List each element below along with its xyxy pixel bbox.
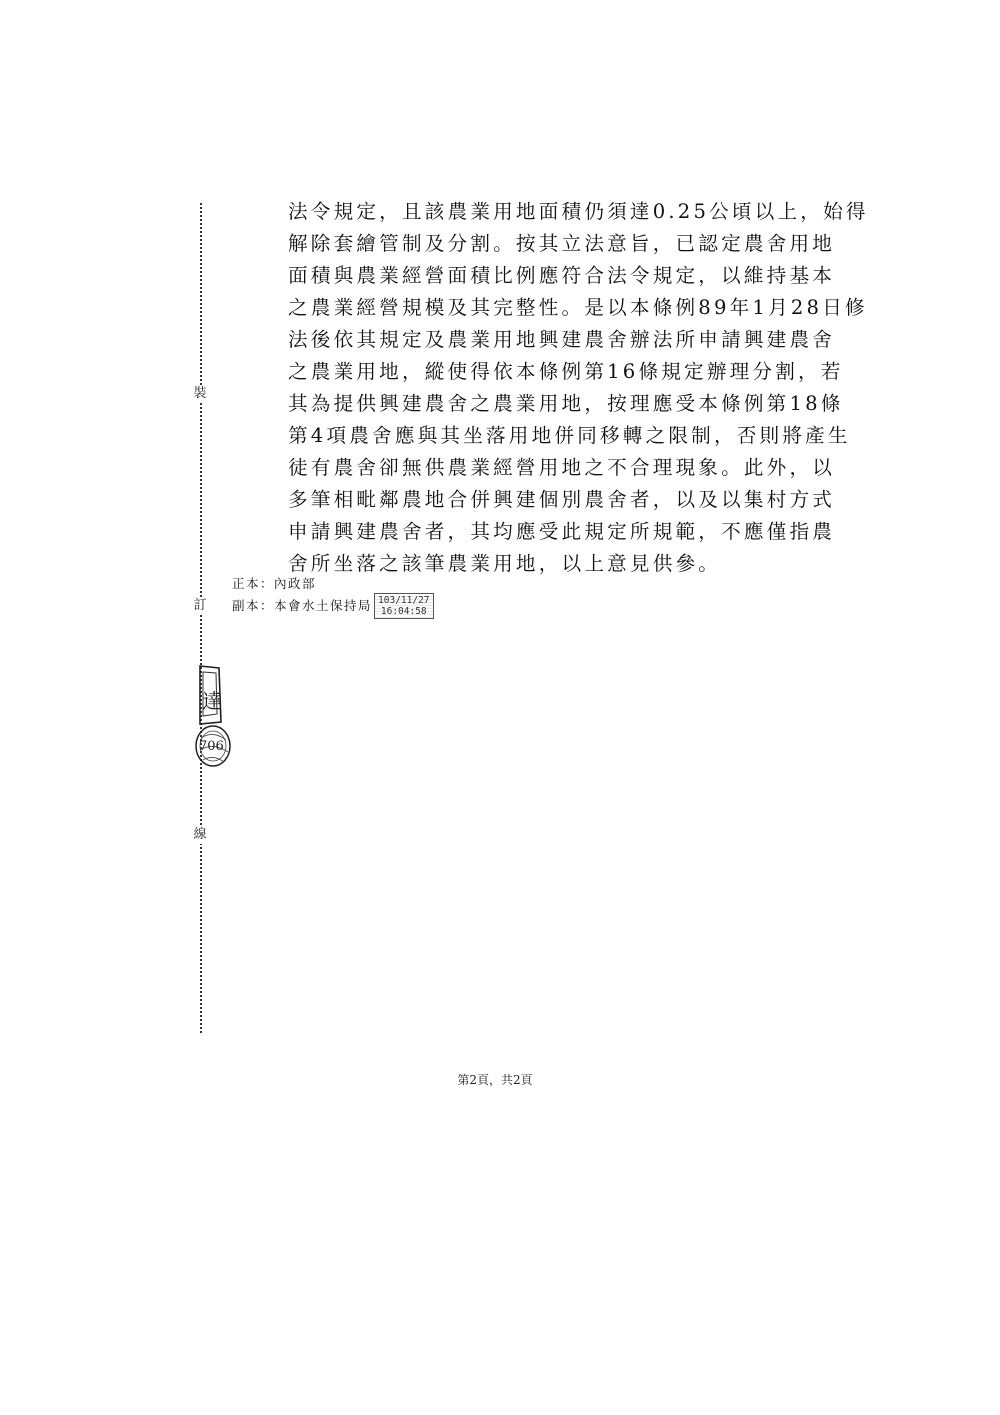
page-indicator: 第2頁，共2頁: [457, 1073, 533, 1087]
original-recipient-value: 內政部: [274, 576, 317, 591]
recipients-block: [232, 573, 632, 617]
body-line-11: 申請興建農舍者，其均應受此規定所規範，不應僅指農: [288, 520, 836, 543]
body-line-2: 解除套繪管制及分割。按其立法意旨，已認定農舍用地: [288, 232, 836, 255]
binding-label-xian: 線: [191, 826, 209, 844]
body-line-1: 法令規定，且該農業用地面積仍須達0.25公頃以上，始得: [288, 200, 869, 223]
body-line-4: 之農業經營規模及其完整性。是以本條例89年1月28日修: [288, 296, 868, 319]
svg-text:706: 706: [199, 739, 224, 754]
svg-text:達: 達: [202, 689, 222, 713]
body-line-7: 其為提供興建農舍之農業用地，按理應受本條例第18條: [288, 392, 844, 415]
copy-recipient: [232, 595, 632, 617]
timestamp-time: 16:04:58: [380, 606, 427, 617]
binding-label-zhuang: 裝: [191, 385, 209, 403]
body-line-6: 之農業用地，縱使得依本條例第16條規定辦理分割，若: [288, 360, 844, 383]
original-recipient: [232, 573, 632, 595]
binding-dotted-line: [200, 203, 202, 1033]
timestamp-date: 103/11/27: [378, 595, 430, 606]
body-line-12: 舍所坐落之該筆農業用地，以上意見供參。: [288, 552, 722, 575]
body-line-9: 徒有農舍卻無供農業經營用地之不合理現象。此外，以: [288, 456, 836, 479]
body-line-10: 多筆相毗鄰農地合併興建個別農舍者，以及以集村方式: [288, 488, 836, 511]
copy-recipient-label: 副本：: [232, 598, 275, 613]
official-seal-stamp: [197, 664, 233, 768]
body-line-5: 法後依其規定及農業用地興建農舍辦法所申請興建農舍: [288, 328, 836, 351]
letter-body: [288, 196, 869, 580]
timestamp-stamp: [374, 593, 433, 619]
body-line-8: 第4項農舍應與其坐落用地併同移轉之限制，否則將產生: [288, 424, 851, 447]
body-line-3: 面積與農業經營面積比例應符合法令規定，以維持基本: [288, 264, 836, 287]
binding-label-ding: 訂: [191, 597, 209, 615]
copy-recipient-value: 本會水土保持局: [274, 598, 373, 613]
original-recipient-label: 正本：: [232, 576, 275, 591]
